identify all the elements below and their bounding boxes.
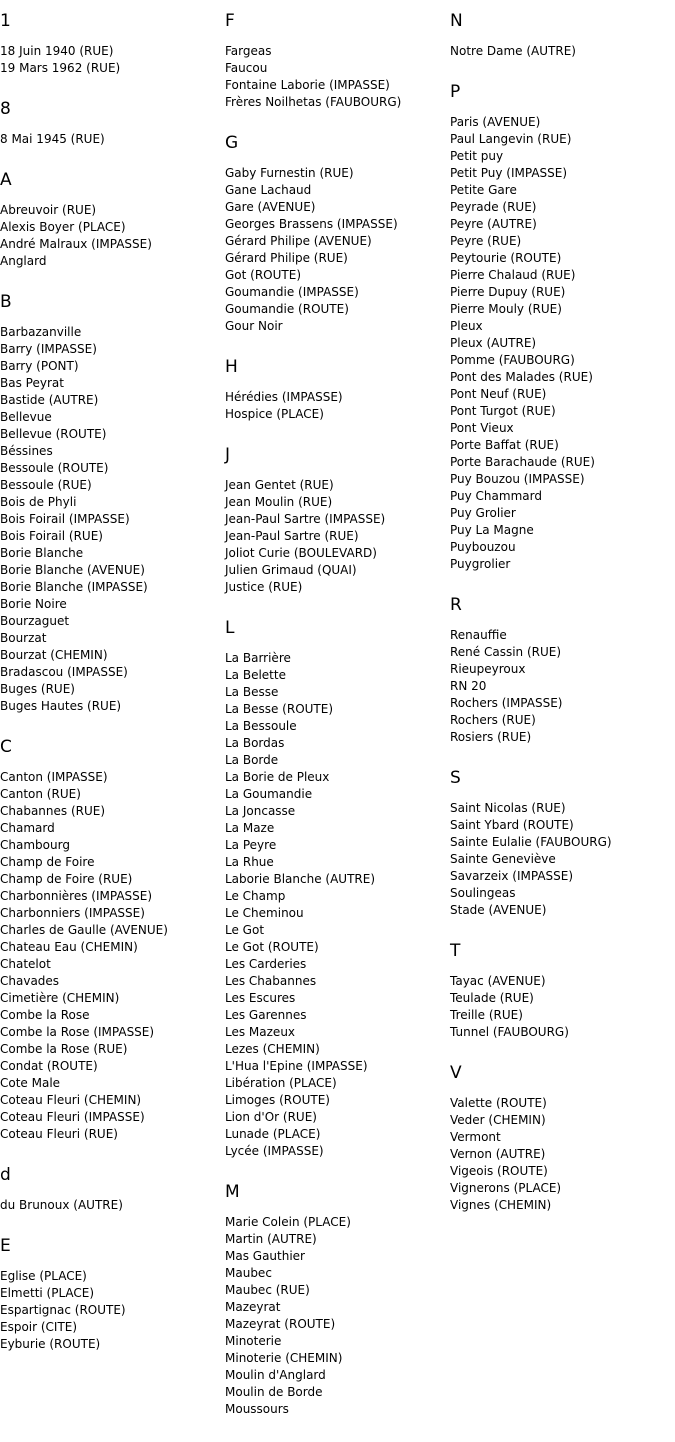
street-link[interactable]: Moulin de Borde: [225, 1385, 323, 1399]
letter-section: [450, 1062, 675, 1214]
street-link[interactable]: Lunade (PLACE): [225, 1127, 321, 1141]
letter-section: [225, 1181, 450, 1418]
street-link[interactable]: Le Cheminou: [225, 906, 304, 920]
street-link[interactable]: du Brunoux (AUTRE): [0, 1198, 123, 1212]
street-link[interactable]: Pont Turgot (RUE): [450, 404, 556, 418]
street-link[interactable]: Gour Noir: [225, 319, 283, 333]
street-link[interactable]: Alexis Boyer (PLACE): [0, 220, 126, 234]
letter-heading: B: [0, 292, 12, 312]
street-link[interactable]: Mazeyrat (ROUTE): [225, 1317, 336, 1331]
street-link[interactable]: Le Champ: [225, 889, 286, 903]
street-link[interactable]: Jean Gentet (RUE): [225, 478, 334, 492]
letter-section: [225, 356, 450, 423]
letter-section: [450, 594, 675, 746]
street-link[interactable]: Minoterie: [225, 1334, 282, 1348]
letter-heading: N: [450, 11, 463, 31]
street-link[interactable]: Goumandie (ROUTE): [225, 302, 349, 316]
street-link[interactable]: Abreuvoir (RUE): [0, 203, 97, 217]
street-link[interactable]: Pierre Mouly (RUE): [450, 302, 562, 316]
street-link[interactable]: Borie Blanche (AVENUE): [0, 563, 145, 577]
street-link[interactable]: Gaby Furnestin (RUE): [225, 166, 354, 180]
street-link[interactable]: Gérard Philipe (RUE): [225, 251, 348, 265]
street-link[interactable]: Moussours: [225, 1402, 289, 1416]
street-link[interactable]: RN 20: [450, 679, 487, 693]
street-link[interactable]: Fargeas: [225, 44, 272, 58]
street-link[interactable]: Teulade (RUE): [450, 991, 534, 1005]
letter-heading: 8: [0, 99, 11, 119]
street-link[interactable]: Saint Nicolas (RUE): [450, 801, 566, 815]
street-link[interactable]: Puy Chammard: [450, 489, 542, 503]
street-link[interactable]: Faucou: [225, 61, 268, 75]
street-link[interactable]: Valette (ROUTE): [450, 1096, 547, 1110]
street-link[interactable]: Rieupeyroux: [450, 662, 526, 676]
street-link[interactable]: Champ de Foire (RUE): [0, 872, 133, 886]
street-link[interactable]: Chavades: [0, 974, 60, 988]
letter-heading: A: [0, 170, 12, 190]
street-link[interactable]: Anglard: [0, 254, 47, 268]
street-link[interactable]: Bois Foirail (IMPASSE): [0, 512, 130, 526]
street-link[interactable]: Rochers (RUE): [450, 713, 536, 727]
street-link[interactable]: Pleux (AUTRE): [450, 336, 537, 350]
street-link[interactable]: Gérard Philipe (AVENUE): [225, 234, 372, 248]
street-link[interactable]: Vigeois (ROUTE): [450, 1164, 548, 1178]
street-link[interactable]: Lion d'Or (RUE): [225, 1110, 317, 1124]
letter-section: [450, 81, 675, 573]
street-link[interactable]: Gane Lachaud: [225, 183, 312, 197]
street-link[interactable]: 18 Juin 1940 (RUE): [0, 44, 114, 58]
street-link[interactable]: Laborie Blanche (AUTRE): [225, 872, 375, 886]
street-link[interactable]: La Peyre: [225, 838, 277, 852]
street-link[interactable]: Bourzaguet: [0, 614, 70, 628]
street-link[interactable]: Vignes (CHEMIN): [450, 1198, 552, 1212]
letter-heading: M: [225, 1182, 240, 1202]
letter-section: [225, 10, 450, 111]
street-link[interactable]: Libération (PLACE): [225, 1076, 337, 1090]
street-link[interactable]: Maubec (RUE): [225, 1283, 310, 1297]
street-link[interactable]: Chabannes (RUE): [0, 804, 106, 818]
street-link[interactable]: Bradascou (IMPASSE): [0, 665, 128, 679]
street-link[interactable]: Condat (ROUTE): [0, 1059, 98, 1073]
street-index-column-2: [225, 10, 450, 1439]
letter-heading: S: [450, 768, 461, 788]
street-link[interactable]: André Malraux (IMPASSE): [0, 237, 152, 251]
street-link[interactable]: Justice (RUE): [225, 580, 303, 594]
street-link[interactable]: Minoterie (CHEMIN): [225, 1351, 343, 1365]
street-link[interactable]: Mazeyrat: [225, 1300, 281, 1314]
street-link[interactable]: Le Got (ROUTE): [225, 940, 319, 954]
street-link[interactable]: Bessoule (ROUTE): [0, 461, 109, 475]
street-link[interactable]: Julien Grimaud (QUAI): [225, 563, 357, 577]
letter-section: [450, 940, 675, 1041]
street-link[interactable]: Rochers (IMPASSE): [450, 696, 563, 710]
street-link[interactable]: 19 Mars 1962 (RUE): [0, 61, 121, 75]
street-link[interactable]: Cote Male: [0, 1076, 61, 1090]
street-link[interactable]: Pierre Chalaud (RUE): [450, 268, 576, 282]
letter-section: [225, 444, 450, 596]
letter-section: [450, 10, 675, 60]
street-link[interactable]: Charles de Gaulle (AVENUE): [0, 923, 168, 937]
street-link[interactable]: L'Hua l'Epine (IMPASSE): [225, 1059, 368, 1073]
street-link[interactable]: Puybouzou: [450, 540, 516, 554]
street-link[interactable]: Chambourg: [0, 838, 70, 852]
street-link[interactable]: Soulingeas: [450, 886, 516, 900]
street-link[interactable]: Notre Dame (AUTRE): [450, 44, 576, 58]
letter-heading: F: [225, 11, 235, 31]
street-link[interactable]: La Besse: [225, 685, 279, 699]
street-link[interactable]: Bas Peyrat: [0, 376, 64, 390]
street-link[interactable]: Vermont: [450, 1130, 501, 1144]
street-link[interactable]: Combe la Rose: [0, 1008, 90, 1022]
street-link[interactable]: La Maze: [225, 821, 275, 835]
street-link[interactable]: Veder (CHEMIN): [450, 1113, 546, 1127]
street-link[interactable]: Les Garennes: [225, 1008, 307, 1022]
street-link[interactable]: Mas Gauthier: [225, 1249, 305, 1263]
letter-heading: G: [225, 133, 239, 153]
street-link[interactable]: Pont des Malades (RUE): [450, 370, 593, 384]
street-link[interactable]: Got (ROUTE): [225, 268, 302, 282]
street-link[interactable]: Limoges (ROUTE): [225, 1093, 330, 1107]
street-link[interactable]: Vignerons (PLACE): [450, 1181, 562, 1195]
street-link[interactable]: Stade (AVENUE): [450, 903, 547, 917]
street-link[interactable]: Petite Gare: [450, 183, 517, 197]
street-link[interactable]: Canton (RUE): [0, 787, 81, 801]
street-link[interactable]: Treille (RUE): [450, 1008, 523, 1022]
street-link[interactable]: Barry (IMPASSE): [0, 342, 97, 356]
letter-section: [0, 736, 225, 1143]
street-link[interactable]: Lycée (IMPASSE): [225, 1144, 324, 1158]
street-link[interactable]: Espoir (CITE): [0, 1320, 78, 1334]
street-link[interactable]: Hospice (PLACE): [225, 407, 324, 421]
street-link[interactable]: Bourzat (CHEMIN): [0, 648, 108, 662]
letter-section: [0, 1235, 225, 1353]
street-link[interactable]: Jean-Paul Sartre (IMPASSE): [225, 512, 386, 526]
street-link[interactable]: Bellevue: [0, 410, 52, 424]
street-link[interactable]: Sainte Eulalie (FAUBOURG): [450, 835, 612, 849]
street-link[interactable]: La Borie de Pleux: [225, 770, 330, 784]
street-link[interactable]: Combe la Rose (IMPASSE): [0, 1025, 155, 1039]
street-link[interactable]: La Joncasse: [225, 804, 296, 818]
street-link[interactable]: Peyre (AUTRE): [450, 217, 537, 231]
letter-section: [0, 169, 225, 270]
letter-section: [0, 10, 225, 77]
street-link[interactable]: Chateau Eau (CHEMIN): [0, 940, 138, 954]
street-link[interactable]: Béssines: [0, 444, 53, 458]
street-link[interactable]: Bastide (AUTRE): [0, 393, 99, 407]
street-link[interactable]: La Barrière: [225, 651, 291, 665]
street-link[interactable]: Porte Baffat (RUE): [450, 438, 559, 452]
street-link[interactable]: La Goumandie: [225, 787, 313, 801]
street-link[interactable]: Coteau Fleuri (IMPASSE): [0, 1110, 145, 1124]
street-link[interactable]: Bois Foirail (RUE): [0, 529, 103, 543]
street-link[interactable]: Les Chabannes: [225, 974, 317, 988]
street-link[interactable]: Les Mazeux: [225, 1025, 296, 1039]
street-link[interactable]: Eyburie (ROUTE): [0, 1337, 101, 1351]
street-link[interactable]: Les Carderies: [225, 957, 307, 971]
street-link[interactable]: Bourzat: [0, 631, 47, 645]
street-link[interactable]: Gare (AVENUE): [225, 200, 316, 214]
street-link[interactable]: Rosiers (RUE): [450, 730, 532, 744]
letter-heading: d: [0, 1165, 11, 1185]
street-link[interactable]: Combe la Rose (RUE): [0, 1042, 128, 1056]
street-link[interactable]: Puy Bouzou (IMPASSE): [450, 472, 585, 486]
street-link[interactable]: Coteau Fleuri (RUE): [0, 1127, 118, 1141]
street-link[interactable]: Pont Vieux: [450, 421, 514, 435]
letter-section: [450, 767, 675, 919]
street-index-column-1: [0, 10, 225, 1374]
street-link[interactable]: Peyre (RUE): [450, 234, 522, 248]
street-link[interactable]: La Borde: [225, 753, 279, 767]
letter-section: [225, 132, 450, 335]
street-link[interactable]: Les Escures: [225, 991, 296, 1005]
street-link[interactable]: Tunnel (FAUBOURG): [450, 1025, 569, 1039]
street-link[interactable]: Sainte Geneviève: [450, 852, 556, 866]
street-link[interactable]: Bellevue (ROUTE): [0, 427, 107, 441]
letter-heading: J: [225, 445, 231, 465]
street-link[interactable]: Marie Colein (PLACE): [225, 1215, 351, 1229]
street-link[interactable]: Pomme (FAUBOURG): [450, 353, 575, 367]
street-link[interactable]: Vernon (AUTRE): [450, 1147, 546, 1161]
street-link[interactable]: Jean Moulin (RUE): [225, 495, 333, 509]
street-link[interactable]: Pierre Dupuy (RUE): [450, 285, 566, 299]
street-link[interactable]: Pleux: [450, 319, 483, 333]
street-link[interactable]: Porte Barachaude (RUE): [450, 455, 595, 469]
street-link[interactable]: René Cassin (RUE): [450, 645, 562, 659]
street-link[interactable]: La Besse (ROUTE): [225, 702, 334, 716]
street-link[interactable]: Georges Brassens (IMPASSE): [225, 217, 398, 231]
street-link[interactable]: Chatelot: [0, 957, 51, 971]
street-link[interactable]: Buges Hautes (RUE): [0, 699, 122, 713]
street-link[interactable]: Saint Ybard (ROUTE): [450, 818, 574, 832]
street-link[interactable]: Borie Noire: [0, 597, 67, 611]
street-link[interactable]: Tayac (AVENUE): [450, 974, 546, 988]
street-link[interactable]: Buges (RUE): [0, 682, 75, 696]
street-link[interactable]: Puy La Magne: [450, 523, 534, 537]
street-link[interactable]: Espartignac (ROUTE): [0, 1303, 126, 1317]
street-link[interactable]: Jean-Paul Sartre (RUE): [225, 529, 359, 543]
street-link[interactable]: Borie Blanche (IMPASSE): [0, 580, 148, 594]
street-link[interactable]: Maubec: [225, 1266, 272, 1280]
letter-heading: P: [450, 82, 461, 102]
letter-heading: T: [450, 941, 461, 961]
street-link[interactable]: Hérédies (IMPASSE): [225, 390, 343, 404]
street-link[interactable]: Chamard: [0, 821, 55, 835]
street-link[interactable]: Frères Noilhetas (FAUBOURG): [225, 95, 402, 109]
street-link[interactable]: Eglise (PLACE): [0, 1269, 87, 1283]
street-link[interactable]: La Bordas: [225, 736, 285, 750]
letter-section: [0, 1164, 225, 1214]
street-link[interactable]: La Bessoule: [225, 719, 297, 733]
street-link[interactable]: Puy Grolier: [450, 506, 516, 520]
letter-heading: H: [225, 357, 238, 377]
street-link[interactable]: Charbonnières (IMPASSE): [0, 889, 153, 903]
letter-heading: C: [0, 737, 12, 757]
street-link[interactable]: Petit puy: [450, 149, 504, 163]
street-link[interactable]: La Belette: [225, 668, 286, 682]
street-link[interactable]: 8 Mai 1945 (RUE): [0, 132, 105, 146]
letter-section: [0, 98, 225, 148]
street-link[interactable]: Barbazanville: [0, 325, 82, 339]
letter-heading: V: [450, 1063, 462, 1083]
street-link[interactable]: Coteau Fleuri (CHEMIN): [0, 1093, 142, 1107]
street-link[interactable]: Canton (IMPASSE): [0, 770, 108, 784]
street-link[interactable]: Paris (AVENUE): [450, 115, 541, 129]
street-link[interactable]: Renauffie: [450, 628, 507, 642]
street-link[interactable]: Bessoule (RUE): [0, 478, 92, 492]
letter-section: [225, 617, 450, 1160]
street-link[interactable]: Savarzeix (IMPASSE): [450, 869, 574, 883]
street-link[interactable]: Martin (AUTRE): [225, 1232, 317, 1246]
street-link[interactable]: Barry (PONT): [0, 359, 79, 373]
street-link[interactable]: Elmetti (PLACE): [0, 1286, 95, 1300]
street-link[interactable]: Borie Blanche: [0, 546, 84, 560]
street-link[interactable]: Charbonniers (IMPASSE): [0, 906, 145, 920]
street-link[interactable]: Goumandie (IMPASSE): [225, 285, 359, 299]
street-link[interactable]: Moulin d'Anglard: [225, 1368, 326, 1382]
street-link[interactable]: Pont Neuf (RUE): [450, 387, 547, 401]
street-link[interactable]: Champ de Foire: [0, 855, 95, 869]
letter-heading: 1: [0, 11, 11, 31]
street-link[interactable]: Le Got: [225, 923, 265, 937]
street-link[interactable]: Paul Langevin (RUE): [450, 132, 572, 146]
letter-heading: L: [225, 618, 235, 638]
street-link[interactable]: Bois de Phyli: [0, 495, 77, 509]
letter-heading: E: [0, 1236, 11, 1256]
letter-section: [0, 291, 225, 715]
street-link[interactable]: La Rhue: [225, 855, 274, 869]
street-link[interactable]: Peyrade (RUE): [450, 200, 537, 214]
street-link[interactable]: Petit Puy (IMPASSE): [450, 166, 568, 180]
street-link[interactable]: Joliot Curie (BOULEVARD): [225, 546, 377, 560]
street-link[interactable]: Puygrolier: [450, 557, 511, 571]
street-link[interactable]: Peytourie (ROUTE): [450, 251, 562, 265]
letter-heading: R: [450, 595, 462, 615]
street-link[interactable]: Fontaine Laborie (IMPASSE): [225, 78, 390, 92]
street-index-column-3: [450, 10, 675, 1235]
street-link[interactable]: Lezes (CHEMIN): [225, 1042, 320, 1056]
street-link[interactable]: Cimetière (CHEMIN): [0, 991, 120, 1005]
